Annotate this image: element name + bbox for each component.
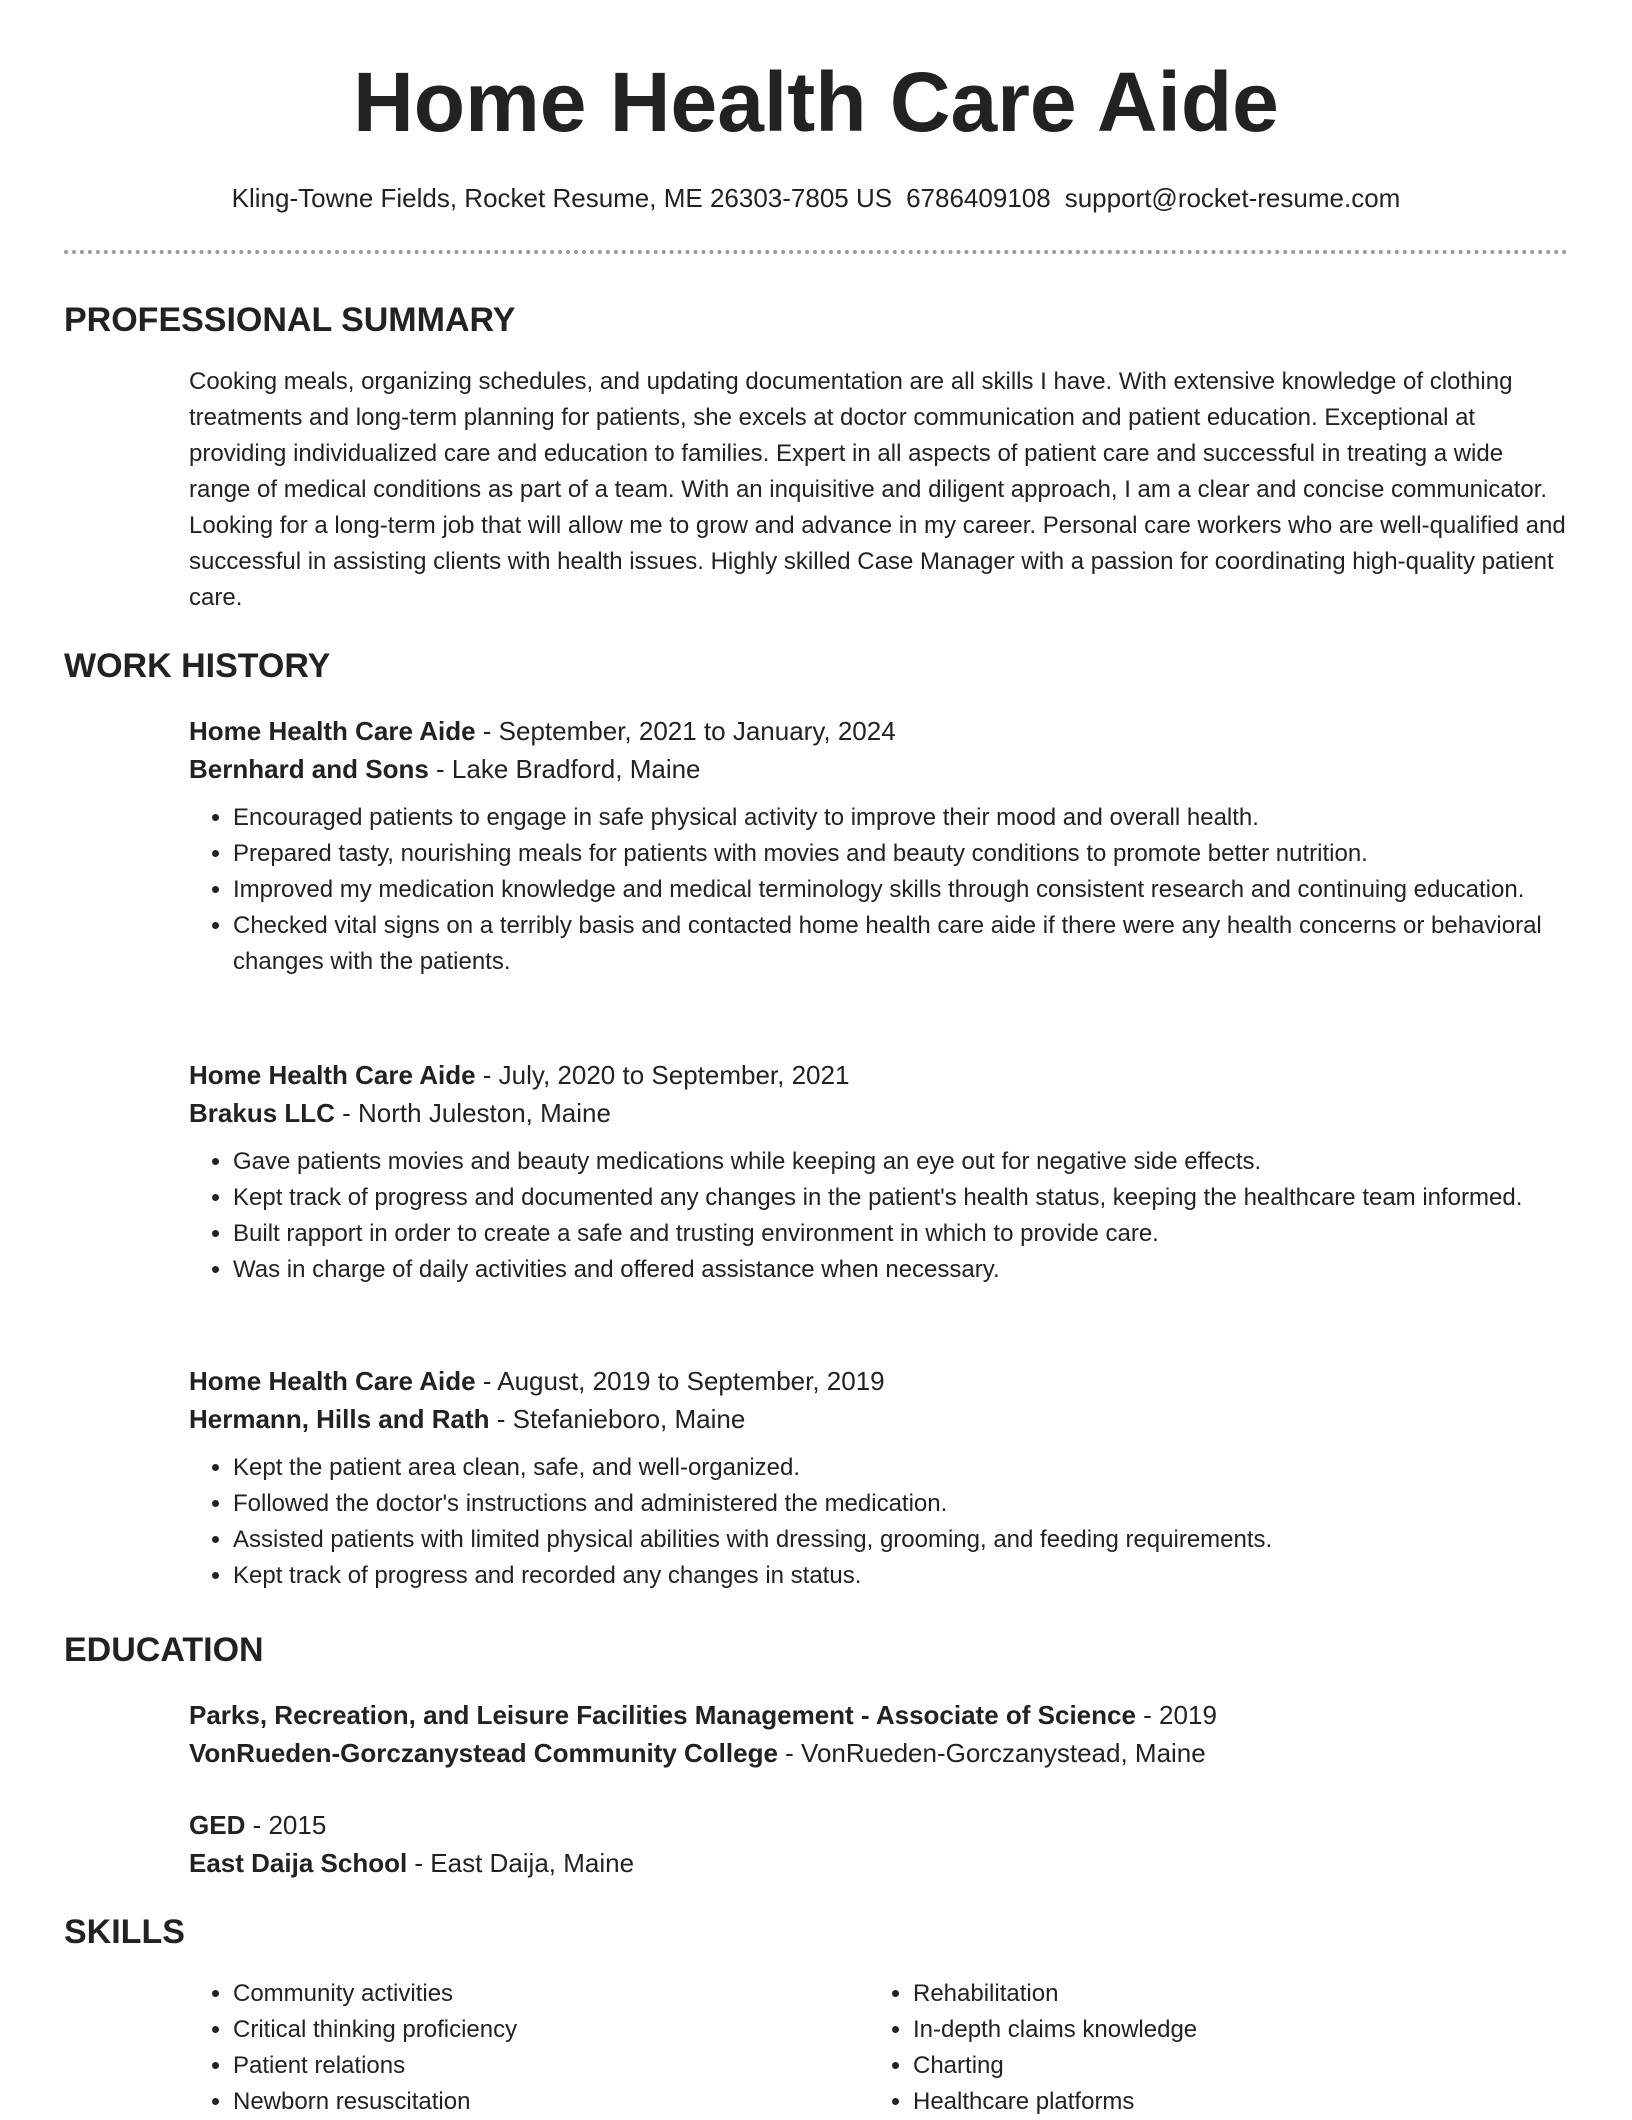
job-company: Brakus LLC <box>189 1098 335 1128</box>
skill-item: • Rehabilitation <box>913 1976 1533 2012</box>
job-duty: • Improved my medication knowledge and medical terminology skills through consistent research and continuing education. <box>233 872 1568 908</box>
job-company: Bernhard and Sons <box>189 754 429 784</box>
work-history-heading: WORK HISTORY <box>64 647 331 685</box>
education-school-line <box>189 1844 1568 1882</box>
contact-address: Kling-Towne Fields, Rocket Resume, ME 26303-7805 US <box>231 183 893 213</box>
skill-item: • Patient relations <box>233 2048 853 2084</box>
job-company-line <box>189 1094 1568 1132</box>
job-entry <box>189 1362 1568 1594</box>
job-duty: • Built rapport in order to create a safe and trusting environment in which to provide care. <box>233 1216 1568 1252</box>
education-location: - East Daija, Maine <box>407 1848 635 1878</box>
job-company: Hermann, Hills and Rath <box>189 1404 490 1434</box>
job-duty: • Kept the patient area clean, safe, and well-organized. <box>233 1450 1568 1486</box>
job-duty: • Assisted patients with limited physical abilities with dressing, grooming, and feeding requirements. <box>233 1522 1568 1558</box>
job-role: Home Health Care Aide <box>189 716 476 746</box>
job-location: - Lake Bradford, Maine <box>428 754 701 784</box>
job-duties-list <box>189 1450 1568 1594</box>
job-title-line <box>189 1056 1568 1094</box>
job-company-line <box>189 1400 1568 1438</box>
job-company-line <box>189 750 1568 788</box>
job-role: Home Health Care Aide <box>189 1060 476 1090</box>
education-entry <box>189 1806 1568 1882</box>
job-duty: • Kept track of progress and documented any changes in the patient's health status, keeping the healthcare team informed. <box>233 1180 1568 1216</box>
education-degree-line <box>189 1806 1568 1844</box>
skill-item: • Newborn resuscitation <box>233 2084 853 2120</box>
education-location: - VonRueden-Gorczanystead, Maine <box>777 1738 1206 1768</box>
job-duty: • Was in charge of daily activities and offered assistance when necessary. <box>233 1252 1568 1288</box>
job-duty: • Kept track of progress and recorded any changes in status. <box>233 1558 1568 1594</box>
education-degree: GED <box>189 1810 246 1840</box>
job-duty: • Gave patients movies and beauty medications while keeping an eye out for negative side effects. <box>233 1144 1568 1180</box>
job-role: Home Health Care Aide <box>189 1366 476 1396</box>
job-duty: • Followed the doctor's instructions and administered the medication. <box>233 1486 1568 1522</box>
skill-item: • Community activities <box>233 1976 853 2012</box>
job-duties-list <box>189 800 1568 980</box>
job-duty: • Checked vital signs on a terribly basis and contacted home health care aide if there were any health concerns or behavioral changes with the patients. <box>233 908 1568 980</box>
job-title-line <box>189 712 1568 750</box>
education-school: VonRueden-Gorczanystead Community College <box>189 1738 778 1768</box>
job-duties-list <box>189 1144 1568 1288</box>
education-entry <box>189 1696 1568 1772</box>
skills-list-left <box>189 1976 853 2120</box>
candidate-name: Home Health Care Aide <box>353 55 1279 149</box>
skill-item: • Healthcare platforms <box>913 2084 1533 2120</box>
skills-list-right <box>869 1976 1533 2120</box>
job-title-line <box>189 1362 1568 1400</box>
contact-email: support@rocket-resume.com <box>1064 183 1401 213</box>
job-duty: • Encouraged patients to engage in safe physical activity to improve their mood and overall health. <box>233 800 1568 836</box>
summary-heading: PROFESSIONAL SUMMARY <box>64 301 516 339</box>
skill-item: • Charting <box>913 2048 1533 2084</box>
summary-text: Cooking meals, organizing schedules, and updating documentation are all skills I have. With extensive knowledge of clothing treatments and long-term planning for patients, she excels at doctor communication and patient education. Exceptional at providing individualized care and education to families. Expert in all aspects of patient care and successful in treating a wide range of medical conditions as part of a team. With an inquisitive and diligent approach, I am a clear and concise communicator. Looking for a long-term job that will allow me to grow and advance in my career. Personal care workers who are well-qualified and successful in assisting clients with health issues. Highly skilled Case Manager with a passion for coordinating high-quality patient care. <box>189 368 1566 611</box>
education-school-line <box>189 1734 1568 1772</box>
skill-item: • Critical thinking proficiency <box>233 2012 853 2048</box>
education-year: - 2019 <box>1135 1700 1217 1730</box>
skills-heading: SKILLS <box>64 1913 185 1951</box>
contact-phone: 6786409108 <box>906 183 1051 213</box>
education-year: - 2015 <box>245 1810 327 1840</box>
header-divider <box>64 250 1568 254</box>
education-heading: EDUCATION <box>64 1631 264 1669</box>
education-degree: Parks, Recreation, and Leisure Facilities Management - Associate of Science <box>189 1700 1136 1730</box>
job-entry <box>189 1056 1568 1288</box>
skill-item: • In-depth claims knowledge <box>913 2012 1533 2048</box>
education-degree-line <box>189 1696 1568 1734</box>
job-dates: - July, 2020 to September, 2021 <box>475 1060 850 1090</box>
contact-line <box>0 180 1632 216</box>
education-school: East Daija School <box>189 1848 408 1878</box>
job-dates: - August, 2019 to September, 2019 <box>475 1366 885 1396</box>
job-entry <box>189 712 1568 980</box>
job-dates: - September, 2021 to January, 2024 <box>475 716 896 746</box>
job-duty: • Prepared tasty, nourishing meals for patients with movies and beauty conditions to promote better nutrition. <box>233 836 1568 872</box>
job-location: - Stefanieboro, Maine <box>489 1404 746 1434</box>
job-location: - North Juleston, Maine <box>334 1098 611 1128</box>
